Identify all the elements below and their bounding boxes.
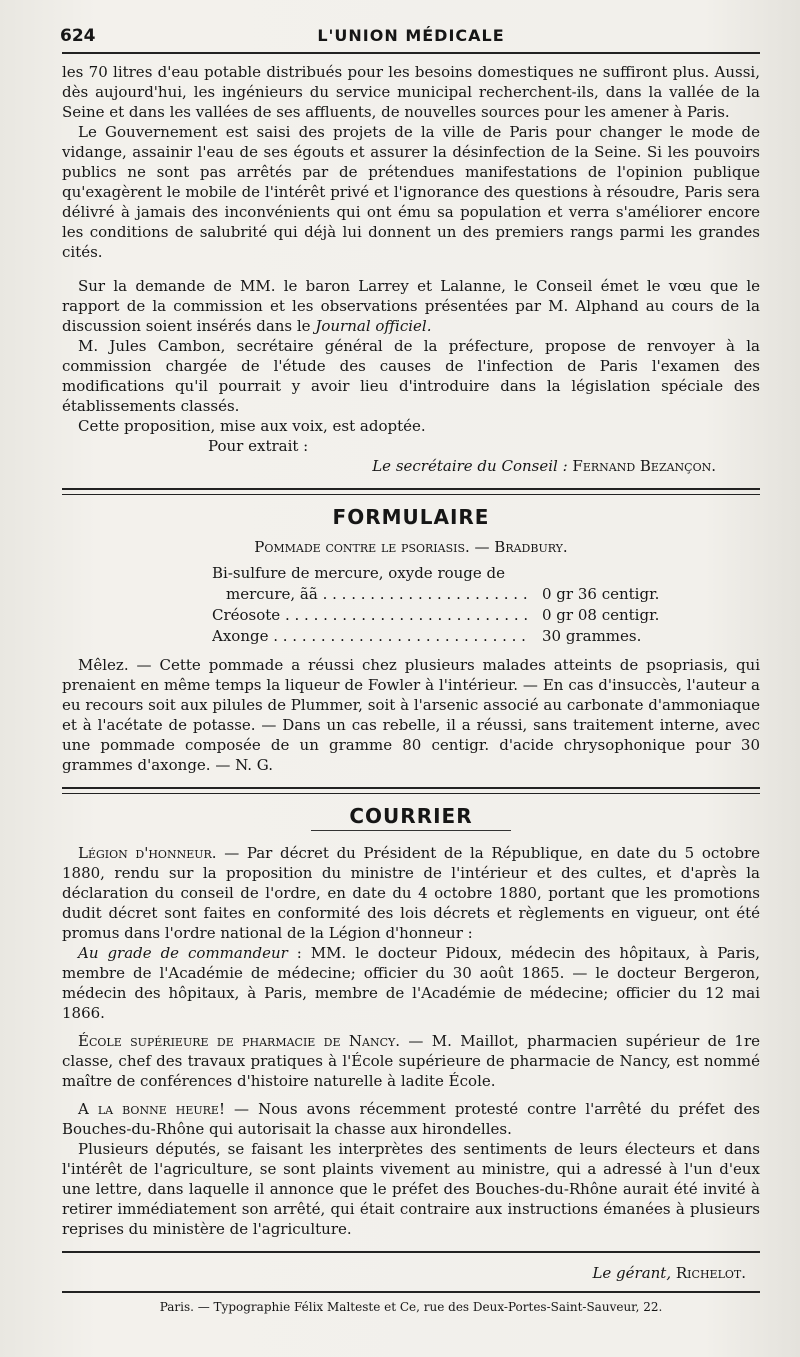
gerant-line [62,1263,746,1283]
paragraph-cambon: M. Jules Cambon, secrétaire général de la préfecture, propose de renvoyer à la commission chargée de l'étude des causes de l'infection de Paris l'examen des modifications qu'il pourrait y avoir lieu d'introduire dans la législation spéciale des établissements classés. [62,337,760,415]
bonne-heure-heading: A la bonne heure! [78,1100,225,1118]
signature-role: Le secrétaire du Conseil : [372,457,568,475]
recipe-table [212,563,692,647]
recipe-quantity: 0 gr 08 centigr. [542,606,660,624]
ecole-text: — M. Maillot, pharmacien supérieur de 1re classe, chef des travaux pratiques à l'École supérieure de pharmacie de Nancy, est nommé maître de conférences d'histoire naturelle à ladite École. [62,1032,761,1090]
gerant-label: Le gérant, [592,1264,672,1282]
grade-text: : MM. le docteur Pidoux, médecin des hôpitaux, à Paris, membre de l'Académie de médecine; officier du 30 août 1865. — le docteur Bergeron, médecin des hôpitaux, à Paris, membre de l'Académie de médecine; officier du 12 mai 1866. [62,944,760,1022]
legion-heading: Légion d'honneur. [78,844,217,862]
paragraph-bonne-heure [62,1099,760,1139]
recipe-quantity: 30 grammes. [542,627,642,645]
signature-name: Fernand Bezançon. [572,457,716,475]
ecole-heading: École supérieure de pharmacie de Nancy. [78,1032,401,1050]
paragraph-deputes: Plusieurs députés, se faisant les interprètes des sentiments de leurs électeurs et dans l'intérêt de l'agriculture, se sont plaints vivement au ministre, qui a adressé à l'un d'eux une lettre, dans laquelle il annonce que le préfet des Bouches-du-Rhône aurait été invité à retirer immédiatement son arrêté, qui était contraire aux instructions émanées à plusieurs reprises du ministère de l'agriculture. [62,1140,760,1238]
recipe-row [212,626,692,647]
title-underline [311,830,511,831]
recipe-ingredient: Bi-sulfure de mercure, oxyde rouge de [212,564,506,582]
courrier-section [62,804,760,1239]
gerant-name: Richelot. [675,1264,746,1282]
paragraph-ecole [62,1031,760,1091]
footer-divider [62,1251,760,1253]
recipe-ingredient: Créosote . . . [212,605,528,626]
bonne-heure-text: — Nous avons récemment protesté contre l'arrêté du préfet des Bouches-du-Rhône qui autorisait la chasse aux hirondelles. [62,1100,760,1138]
printer-imprint: Paris. — Typographie Félix Malteste et Ce, rue des Deux-Portes-Saint-Sauveur, 22. [62,1291,760,1315]
recipe-ingredient: Axonge . . . [212,626,528,647]
signature-line [62,456,760,476]
section-divider [62,488,760,495]
journal-officiel: Journal officiel. [315,317,432,335]
paragraph-gouvernement: Le Gouvernement est saisi des projets de la ville de Paris pour changer le mode de vidange, assainir l'eau de ses égouts et assurer la désinfection de la Seine. Si les pouvoirs publics ne sont pas arrêtés par de prétendues manifestations de l'opinion publique qu'exagèrent le mobile de l'intérêt privé et l'ignorance des questions à résoudre, Paris sera délivré à jamais des inconvénients qui ont ému sa population et verra s'améliorer encore les conditions de salubrité qui déjà lui donnent un des premiers rangs parmi les grandes cités. [62,123,760,261]
paragraph-grade [62,943,760,1023]
page-number: 624 [60,26,96,46]
legion-text: — Par décret du Président de la République, en date du 5 octobre 1880, rendu sur la proposition du ministre de l'intérieur et des cultes, et d'après la déclaration du conseil de l'ordre, en date du 4 octobre 1880, portant que les promotions dudit décret sont faites en conformité des lois décrets et règlements en vigueur, ont été promus dans l'ordre national de la Légion d'honneur : [62,844,760,942]
recipe-row [212,563,692,584]
paragraph-legion [62,843,760,943]
journal-title: L'UNION MÉDICALE [317,26,505,45]
formulaire-title: FORMULAIRE [332,505,490,529]
courrier-title: COURRIER [349,804,473,828]
page-header [62,20,760,54]
section-divider [62,787,760,794]
paragraph-demande [62,276,760,336]
extract-line: Pour extrait : [208,437,309,455]
formulaire-section [62,505,760,775]
demande-text: Sur la demande de MM. le baron Larrey et Lalanne, le Conseil émet le vœu que le rapport de la commission et les observations présentées par M. Alphand au cours de la discussion soient insérés dans le [62,277,760,335]
paragraph-adoptee: Cette proposition, mise aux voix, est adoptée. [78,417,426,435]
grade-heading: Au grade de commandeur [78,944,288,962]
recipe-row [212,584,692,605]
recipe-quantity: 0 gr 36 centigr. [542,585,660,603]
recipe-row [212,605,692,626]
recipe-ingredient: mercure, ãã . . . [212,584,528,605]
paragraph-water: les 70 litres d'eau potable distribués pour les besoins domestiques ne suffiront plus. Aussi, dès aujourd'hui, les ingénieurs du service municipal recherchent-ils, dans la vallée de la Seine et dans les vallées de ses affluents, de nouvelles sources pour les amener à Paris. [62,63,760,121]
article-continuation [62,62,760,476]
formulaire-text: Mêlez. — Cette pommade a réussi chez plusieurs malades atteints de psopriasis, qui prenaient en même temps la liqueur de Fowler à l'intérieur. — En cas d'insuccès, l'auteur a eu recours soit aux pilules de Plummer, soit à l'arsenic associé au carbonate d'ammoniaque et à l'acétate de potasse. — Dans un cas rebelle, il a réussi, sans traitement interne, avec une pommade composée de un gramme 80 centigr. d'acide chrysophonique pour 30 grammes d'axonge. — N. G. [62,656,760,774]
formulaire-subtitle: Pommade contre le psoriasis. — Bradbury. [254,538,568,556]
